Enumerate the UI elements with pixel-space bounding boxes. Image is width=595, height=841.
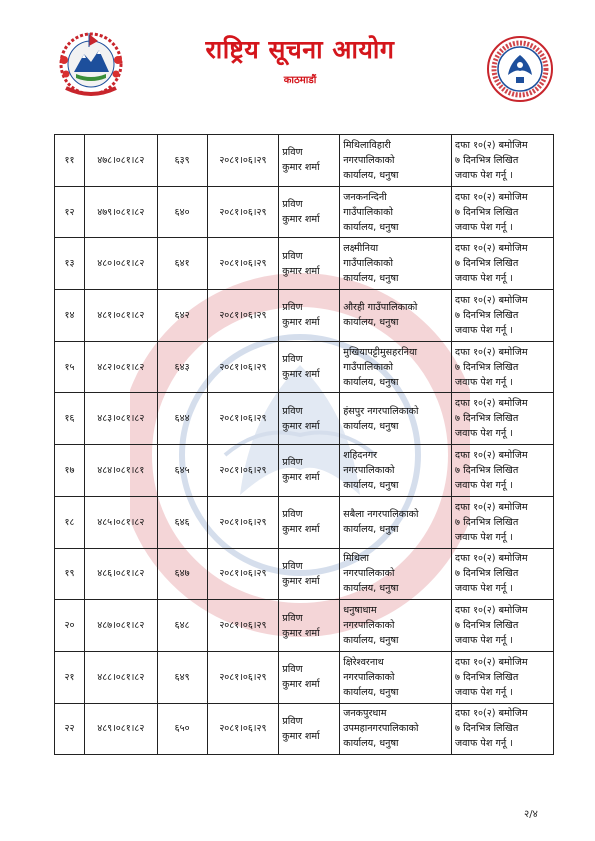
registration-number-cell: ४८४।०८१।८१ <box>84 445 157 497</box>
serial-number-cell: १५ <box>55 341 85 393</box>
date-cell: २०८१।०६।२९ <box>207 651 279 703</box>
office-line: नगरपालिकाको <box>343 568 395 580</box>
date-cell: २०८१।०६।२९ <box>207 238 279 290</box>
serial-number-cell: १७ <box>55 445 85 497</box>
applicant-name-line: प्रविण <box>282 715 303 727</box>
office-line: हंसपुर नगरपालिकाको <box>343 405 419 417</box>
decision-line: ७ दिनभित्र लिखित <box>455 620 519 632</box>
dispatch-number-cell: ६४० <box>157 186 207 238</box>
decision-line: दफा १०(२) बमोजिम <box>455 501 528 513</box>
registration-number-cell: ४८०।०८१।८२ <box>84 238 157 290</box>
office-line: कार्यालय, धनुषा <box>343 376 399 388</box>
decision-line: ७ दिनभित्र लिखित <box>455 361 519 373</box>
applicant-name-line: प्रविण <box>282 457 303 469</box>
serial-number-cell: १६ <box>55 393 85 445</box>
decision-line: जवाफ पेश गर्नू । <box>455 635 513 647</box>
decision-line: जवाफ पेश गर्नू । <box>455 738 513 750</box>
applicant-name-line: प्रविण <box>282 302 303 314</box>
decisions-table-body <box>55 135 554 755</box>
decision-line: जवाफ पेश गर्नू । <box>455 273 513 285</box>
applicant-name-cell <box>279 496 340 548</box>
applicant-name-line: प्रविण <box>282 147 303 159</box>
office-line: लक्ष्मीनिया <box>343 243 379 255</box>
date-cell: २०८१।०६।२९ <box>207 445 279 497</box>
applicant-name-line: प्रविण <box>282 250 303 262</box>
office-line: औरही गाउँपालिकाको <box>343 302 418 314</box>
dispatch-number-cell: ६४७ <box>157 548 207 600</box>
date-cell: २०८१।०६।२९ <box>207 186 279 238</box>
office-line: जनकपुरधाम <box>343 708 387 720</box>
serial-number-cell: १२ <box>55 186 85 238</box>
applicant-name-line: कुमार शर्मा <box>282 679 320 691</box>
office-line: क्षिरेश्वरनाथ <box>343 656 384 668</box>
office-line: उपमहानगरपालिकाको <box>343 723 419 735</box>
applicant-name-line: कुमार शर्मा <box>282 627 320 639</box>
decision-line: ७ दिनभित्र लिखित <box>455 309 519 321</box>
office-line: मुखियापट्टीमुसहरनिया <box>343 346 418 358</box>
dispatch-number-cell: ६४२ <box>157 290 207 342</box>
applicant-name-line: प्रविण <box>282 354 303 366</box>
table-row <box>55 393 554 445</box>
applicant-name-cell <box>279 238 340 290</box>
registration-number-cell: ४७८।०८१।८२ <box>84 135 157 187</box>
decision-cell <box>452 393 554 445</box>
dispatch-number-cell: ६४५ <box>157 445 207 497</box>
office-cell <box>340 290 452 342</box>
decision-cell <box>452 703 554 755</box>
serial-number-cell: १४ <box>55 290 85 342</box>
decision-line: ७ दिनभित्र लिखित <box>455 154 519 166</box>
table-row <box>55 548 554 600</box>
office-cell <box>340 341 452 393</box>
registration-number-cell: ४८२।०८१।८२ <box>84 341 157 393</box>
decision-line: ७ दिनभित्र लिखित <box>455 671 519 683</box>
table-row <box>55 290 554 342</box>
registration-number-cell: ४८५।०८१।८२ <box>84 496 157 548</box>
office-line: नगरपालिकाको <box>343 464 395 476</box>
office-line: कार्यालय, धनुषा <box>343 317 399 329</box>
table-row <box>55 651 554 703</box>
registration-number-cell: ४८९।०८१।८२ <box>84 703 157 755</box>
decision-cell <box>452 445 554 497</box>
applicant-name-line: कुमार शर्मा <box>282 472 320 484</box>
applicant-name-line: प्रविण <box>282 405 303 417</box>
commission-seal-icon <box>486 35 554 103</box>
office-cell <box>340 651 452 703</box>
decision-line: ७ दिनभित्र लिखित <box>455 258 519 270</box>
office-line: कार्यालय, धनुषा <box>343 686 399 698</box>
registration-number-cell: ४८८।०८१।८२ <box>84 651 157 703</box>
applicant-name-cell <box>279 393 340 445</box>
table-row <box>55 341 554 393</box>
dispatch-number-cell: ६४९ <box>157 651 207 703</box>
office-line: कार्यालय, धनुषा <box>343 524 399 536</box>
applicant-name-line: कुमार शर्मा <box>282 575 320 587</box>
office-line: कार्यालय, धनुषा <box>343 583 399 595</box>
decision-cell <box>452 290 554 342</box>
decision-cell <box>452 186 554 238</box>
applicant-name-cell <box>279 600 340 652</box>
decision-cell <box>452 341 554 393</box>
registration-number-cell: ४८६।०८१।८२ <box>84 548 157 600</box>
decision-line: दफा १०(२) बमोजिम <box>455 656 528 668</box>
decision-line: जवाफ पेश गर्नू । <box>455 479 513 491</box>
date-cell: २०८१।०६।२९ <box>207 703 279 755</box>
applicant-name-cell <box>279 341 340 393</box>
decision-line: दफा १०(२) बमोजिम <box>455 605 528 617</box>
decision-line: ७ दिनभित्र लिखित <box>455 516 519 528</box>
office-line: कार्यालय, धनुषा <box>343 273 399 285</box>
office-line: मिथिला <box>343 553 370 565</box>
decision-line: दफा १०(२) बमोजिम <box>455 139 528 151</box>
organization-title: राष्ट्रिय सूचना आयोग <box>205 35 395 64</box>
dispatch-number-cell: ६४६ <box>157 496 207 548</box>
nepal-emblem-icon <box>52 30 130 100</box>
applicant-name-cell <box>279 186 340 238</box>
serial-number-cell: २० <box>55 600 85 652</box>
decision-line: जवाफ पेश गर्नू । <box>455 221 513 233</box>
serial-number-cell: १८ <box>55 496 85 548</box>
decision-line: जवाफ पेश गर्नू । <box>455 324 513 336</box>
office-line: नगरपालिकाको <box>343 620 395 632</box>
decision-line: दफा १०(२) बमोजिम <box>455 243 528 255</box>
date-cell: २०८१।०६।२९ <box>207 341 279 393</box>
decision-line: दफा १०(२) बमोजिम <box>455 708 528 720</box>
date-cell: २०८१।०६।२९ <box>207 135 279 187</box>
applicant-name-line: प्रविण <box>282 199 303 211</box>
table-row <box>55 703 554 755</box>
decision-line: दफा १०(२) बमोजिम <box>455 398 528 410</box>
decision-cell <box>452 600 554 652</box>
decision-line: ७ दिनभित्र लिखित <box>455 464 519 476</box>
applicant-name-cell <box>279 135 340 187</box>
date-cell: २०८१।०६।२९ <box>207 548 279 600</box>
applicant-name-cell <box>279 445 340 497</box>
decision-line: ७ दिनभित्र लिखित <box>455 206 519 218</box>
decision-line: ७ दिनभित्र लिखित <box>455 413 519 425</box>
date-cell: २०८१।०६।२९ <box>207 600 279 652</box>
dispatch-number-cell: ६४३ <box>157 341 207 393</box>
table-row <box>55 135 554 187</box>
applicant-name-cell <box>279 290 340 342</box>
office-cell <box>340 393 452 445</box>
table-row <box>55 496 554 548</box>
office-line: कार्यालय, धनुषा <box>343 479 399 491</box>
decisions-table <box>54 134 554 755</box>
decision-cell <box>452 496 554 548</box>
serial-number-cell: १३ <box>55 238 85 290</box>
registration-number-cell: ४८३।०८१।८२ <box>84 393 157 445</box>
dispatch-number-cell: ६५० <box>157 703 207 755</box>
applicant-name-line: कुमार शर्मा <box>282 369 320 381</box>
date-cell: २०८१।०६।२९ <box>207 393 279 445</box>
decision-line: दफा १०(२) बमोजिम <box>455 191 528 203</box>
table-row <box>55 600 554 652</box>
decision-line: दफा १०(२) बमोजिम <box>455 449 528 461</box>
office-cell <box>340 135 452 187</box>
decision-cell <box>452 135 554 187</box>
office-line: शहिदनगर <box>343 449 378 461</box>
office-cell <box>340 703 452 755</box>
applicant-name-line: कुमार शर्मा <box>282 730 320 742</box>
decision-cell <box>452 548 554 600</box>
registration-number-cell: ४७९।०८१।८२ <box>84 186 157 238</box>
office-line: गाउँपालिकाको <box>343 206 393 218</box>
office-line: सबैला नगरपालिकाको <box>343 509 419 521</box>
date-cell: २०८१।०६।२९ <box>207 290 279 342</box>
decision-line: दफा १०(२) बमोजिम <box>455 553 528 565</box>
serial-number-cell: २१ <box>55 651 85 703</box>
office-line: कार्यालय, धनुषा <box>343 420 399 432</box>
decision-line: जवाफ पेश गर्नू । <box>455 686 513 698</box>
office-cell <box>340 496 452 548</box>
applicant-name-line: कुमार शर्मा <box>282 317 320 329</box>
decision-line: जवाफ पेश गर्नू । <box>455 169 513 181</box>
applicant-name-line: कुमार शर्मा <box>282 524 320 536</box>
office-line: धनुषाधाम <box>343 605 377 617</box>
applicant-name-line: कुमार शर्मा <box>282 162 320 174</box>
dispatch-number-cell: ६४१ <box>157 238 207 290</box>
table-row <box>55 186 554 238</box>
office-cell <box>340 445 452 497</box>
page-header <box>0 0 595 110</box>
office-cell <box>340 186 452 238</box>
date-cell: २०८१।०६।२९ <box>207 496 279 548</box>
decision-line: जवाफ पेश गर्नू । <box>455 583 513 595</box>
page-number: २/४ <box>524 809 538 820</box>
applicant-name-line: प्रविण <box>282 664 303 676</box>
office-line: गाउँपालिकाको <box>343 361 393 373</box>
office-line: कार्यालय, धनुषा <box>343 221 399 233</box>
office-cell <box>340 600 452 652</box>
decision-line: जवाफ पेश गर्नू । <box>455 531 513 543</box>
registration-number-cell: ४८७।०८१।८२ <box>84 600 157 652</box>
applicant-name-cell <box>279 651 340 703</box>
applicant-name-line: प्रविण <box>282 612 303 624</box>
organization-location: काठमाडौं <box>283 75 317 86</box>
decision-cell <box>452 238 554 290</box>
office-line: नगरपालिकाको <box>343 671 395 683</box>
registration-number-cell: ४८१।०८१।८२ <box>84 290 157 342</box>
office-line: कार्यालय, धनुषा <box>343 169 399 181</box>
office-line: नगरपालिकाको <box>343 154 395 166</box>
decision-cell <box>452 651 554 703</box>
table-row <box>55 238 554 290</box>
office-cell <box>340 548 452 600</box>
office-line: कार्यालय, धनुषा <box>343 635 399 647</box>
office-line: जनकनन्दिनी <box>343 191 387 203</box>
applicant-name-cell <box>279 703 340 755</box>
applicant-name-line: कुमार शर्मा <box>282 420 320 432</box>
table-row <box>55 445 554 497</box>
decision-line: दफा १०(२) बमोजिम <box>455 294 528 306</box>
applicant-name-line: कुमार शर्मा <box>282 265 320 277</box>
applicant-name-cell <box>279 548 340 600</box>
applicant-name-line: प्रविण <box>282 560 303 572</box>
decision-line: दफा १०(२) बमोजिम <box>455 346 528 358</box>
applicant-name-line: प्रविण <box>282 509 303 521</box>
office-line: गाउँपालिकाको <box>343 258 393 270</box>
dispatch-number-cell: ६४४ <box>157 393 207 445</box>
dispatch-number-cell: ६३९ <box>157 135 207 187</box>
dispatch-number-cell: ६४८ <box>157 600 207 652</box>
serial-number-cell: ११ <box>55 135 85 187</box>
decision-line: ७ दिनभित्र लिखित <box>455 723 519 735</box>
office-line: कार्यालय, धनुषा <box>343 738 399 750</box>
office-line: मिथिलाविहारी <box>343 139 391 151</box>
decision-line: जवाफ पेश गर्नू । <box>455 376 513 388</box>
serial-number-cell: २२ <box>55 703 85 755</box>
decision-line: ७ दिनभित्र लिखित <box>455 568 519 580</box>
decision-line: जवाफ पेश गर्नू । <box>455 428 513 440</box>
serial-number-cell: १९ <box>55 548 85 600</box>
applicant-name-line: कुमार शर्मा <box>282 214 320 226</box>
office-cell <box>340 238 452 290</box>
